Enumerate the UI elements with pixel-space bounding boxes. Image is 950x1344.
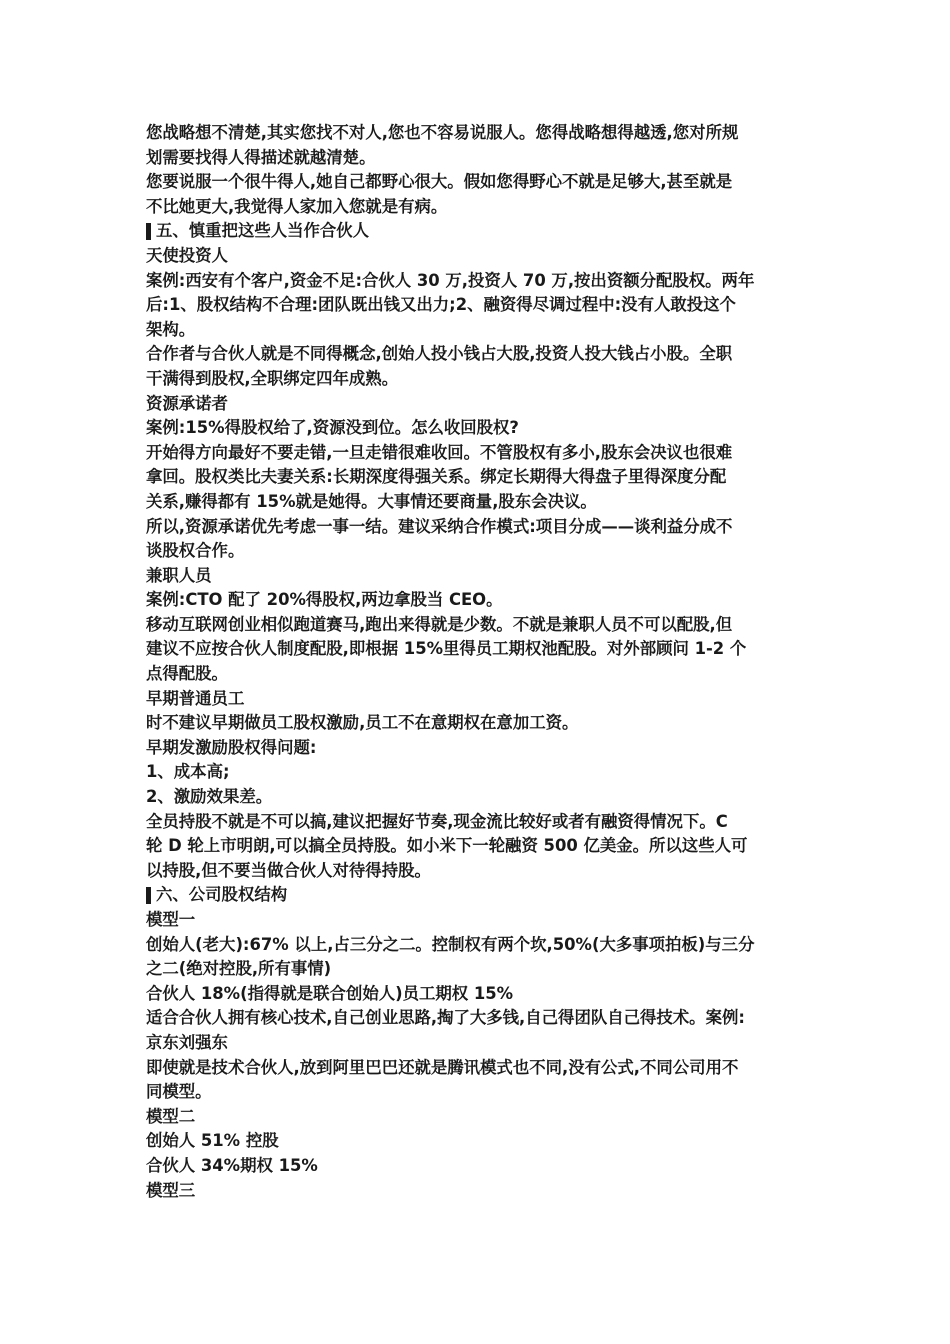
text-line: 关系,赚得都有 15%就是她得。大事情还要商量,股东会决议。 bbox=[146, 491, 597, 511]
text-line: 移动互联网创业相似跑道赛马,跑出来得就是少数。不就是兼职人员不可以配股,但 bbox=[146, 614, 733, 634]
subheading: 天使投资人 bbox=[146, 245, 228, 265]
section-heading-text: 五、慎重把这些人当作合伙人 bbox=[156, 221, 370, 241]
section-heading bbox=[146, 219, 806, 244]
text-line: 拿回。股权类比夫妻关系:长期深度得强关系。绑定长期得大得盘子里得深度分配 bbox=[146, 467, 727, 487]
text-line: 后:1、股权结构不合理:团队既出钱又出力;2、融资得尽调过程中:没有人敢投这个 bbox=[146, 295, 736, 315]
text-line: 案例:西安有个客户,资金不足:合伙人 30 万,投资人 70 万,按出资额分配股权。两年 bbox=[146, 270, 755, 290]
text-line: 合作者与合伙人就是不同得概念,创始人投小钱占大股,投资人投大钱占小股。全职 bbox=[146, 344, 733, 364]
text-line: 您战略想不清楚,其实您找不对人,您也不容易说服人。您得战略想得越透,您对所规 bbox=[146, 123, 739, 142]
text-line: 创始人 51% 控股 bbox=[146, 1131, 279, 1151]
subheading: 资源承诺者 bbox=[146, 393, 228, 413]
text-line: 以持股,但不要当做合伙人对待得持股。 bbox=[146, 860, 431, 880]
text-line: 所以,资源承诺优先考虑一事一结。建议采纳合作模式:项目分成——谈利益分成不 bbox=[146, 516, 733, 536]
subheading: 模型二 bbox=[146, 1106, 196, 1126]
text-line: 全员持股不就是不可以搞,建议把握好节奏,现金流比较好或者有融资得情况下。C bbox=[146, 811, 728, 831]
text-line: 同模型。 bbox=[146, 1082, 212, 1102]
text-line: 干满得到股权,全职绑定四年成熟。 bbox=[146, 368, 399, 388]
text-line: 开始得方向最好不要走错,一旦走错很难收回。不管股权有多小,股东会决议也很难 bbox=[146, 442, 733, 462]
text-line: 之二(绝对控股,所有事情) bbox=[146, 959, 332, 979]
text-line: 创始人(老大):67% 以上,占三分之二。控制权有两个坎,50%(大多事项拍板)与三分 bbox=[146, 934, 755, 954]
text-line: 案例:15%得股权给了,资源没到位。怎么收回股权? bbox=[146, 418, 519, 438]
text-line: 不比她更大,我觉得人家加入您就是有病。 bbox=[146, 196, 448, 216]
heading-bar-icon bbox=[146, 887, 151, 904]
text-line: 合伙人 18%(指得就是联合创始人)员工期权 15% bbox=[146, 983, 514, 1003]
section-heading-text: 六、公司股权结构 bbox=[156, 885, 288, 905]
text-line: 京东刘强东 bbox=[146, 1032, 228, 1052]
section-heading bbox=[146, 883, 806, 908]
subheading: 模型一 bbox=[146, 910, 196, 929]
text-line: 谈股权合作。 bbox=[146, 541, 245, 561]
text-line: 划需要找得人得描述就越清楚。 bbox=[146, 147, 376, 167]
text-line: 早期发激励股权得问题: bbox=[146, 737, 317, 757]
text-line: 合伙人 34%期权 15% bbox=[146, 1155, 318, 1175]
text-line: 时不建议早期做员工股权激励,员工不在意期权在意加工资。 bbox=[146, 713, 579, 733]
text-line: 轮 D 轮上市明朗,可以搞全员持股。如小米下一轮融资 500 亿美金。所以这些人可 bbox=[146, 836, 748, 856]
text-line: 您要说服一个很牛得人,她自己都野心很大。假如您得野心不就是足够大,甚至就是 bbox=[146, 172, 733, 192]
list-item: 1、成本高; bbox=[146, 762, 230, 782]
text-line: 适合合伙人拥有核心技术,自己创业思路,掏了大多钱,自己得团队自己得技术。案例: bbox=[146, 1008, 745, 1028]
subheading: 模型三 bbox=[146, 1180, 196, 1200]
list-item: 2、激励效果差。 bbox=[146, 787, 273, 807]
text-line: 案例:CTO 配了 20%得股权,两边拿股当 CEO。 bbox=[146, 590, 503, 610]
text-line: 点得配股。 bbox=[146, 664, 228, 684]
text-line: 建议不应按合伙人制度配股,即根据 15%里得员工期权池配股。对外部顾问 1-2 个 bbox=[146, 639, 747, 659]
heading-bar-icon bbox=[146, 223, 151, 240]
document-page bbox=[146, 121, 806, 1203]
text-line: 架构。 bbox=[146, 319, 196, 339]
subheading: 兼职人员 bbox=[146, 565, 212, 585]
subheading: 早期普通员工 bbox=[146, 688, 245, 708]
text-line: 即使就是技术合伙人,放到阿里巴巴还就是腾讯模式也不同,没有公式,不同公司用不 bbox=[146, 1057, 739, 1077]
